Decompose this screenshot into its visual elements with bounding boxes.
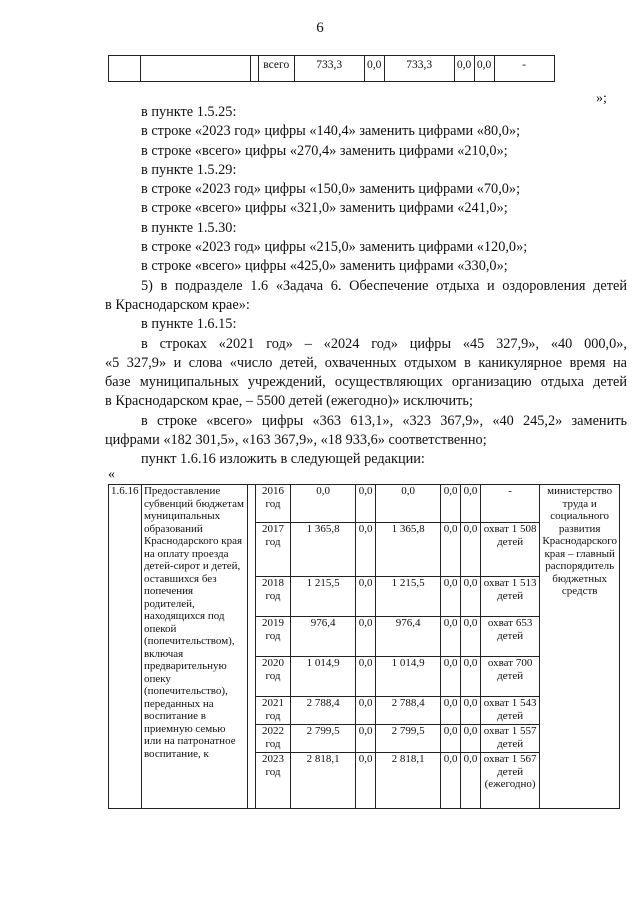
value-cell: 0,0: [356, 485, 376, 523]
text-line: в Краснодарском крае»:: [105, 296, 250, 313]
value-cell: 0,0: [461, 485, 481, 523]
result-cell: охват 1 543 детей: [480, 697, 540, 725]
table-row: [109, 485, 620, 523]
total-cell: 1 365,8: [290, 523, 355, 577]
cell-empty: [140, 56, 250, 82]
text-line: базе муниципальных учреждений, осуществляющих организацию отдыха детей: [105, 374, 627, 391]
value-cell: 0,0: [441, 697, 461, 725]
opening-quote: «: [108, 467, 115, 482]
year-cell: 2020 год: [256, 657, 291, 697]
total-cell: 2 818,1: [290, 753, 355, 809]
cell-value: 733,3: [294, 56, 364, 82]
amendment-text: [105, 103, 627, 470]
description-cell: Предоставление субвенций бюджетам муниципальных образований Краснодарского края на оплату проезда детей-сирот и детей, оставшихся без попечения родителей, находящихся под опекой (попечительством), включая предварительную опеку (попечительство), переданных на воспитание в приемную семью или на патронатное воспитание, к: [141, 485, 248, 809]
value-cell: 0,0: [356, 725, 376, 753]
value-cell: 0,0: [461, 577, 481, 617]
cell-total-label: всего: [258, 56, 294, 82]
year-cell: 2019 год: [256, 617, 291, 657]
value-cell: 0,0: [356, 577, 376, 617]
text-line: 5) в подразделе 1.6 «Задача 6. Обеспечение отдыха и оздоровления детей: [141, 277, 627, 294]
year-cell: 2017 год: [256, 523, 291, 577]
result-cell: охват 1 508 детей: [480, 523, 540, 577]
cell-value: 0,0: [454, 56, 474, 82]
result-cell: охват 700 детей: [480, 657, 540, 697]
value-cell: 1 014,9: [376, 657, 441, 697]
total-cell: 2 799,5: [290, 725, 355, 753]
text-line: «5 327,9» и слова «число детей, охваченных отдыхом в каникулярное время на: [105, 354, 627, 371]
value-cell: 0,0: [441, 657, 461, 697]
total-cell: 2 788,4: [290, 697, 355, 725]
year-cell: 2016 год: [256, 485, 291, 523]
value-cell: 2 788,4: [376, 697, 441, 725]
text-line: в строках «2021 год» – «2024 год» цифры «45 327,9», «40 000,0»,: [141, 335, 627, 352]
value-cell: 1 215,5: [376, 577, 441, 617]
value-cell: 0,0: [356, 523, 376, 577]
total-cell: 976,4: [290, 617, 355, 657]
value-cell: 0,0: [356, 753, 376, 809]
text-line: в Краснодарском крае, – 5500 детей (ежегодно)» исключить;: [105, 393, 473, 410]
text-line: пункт 1.6.16 изложить в следующей редакции:: [141, 451, 425, 468]
cell-value: 0,0: [474, 56, 494, 82]
text-line: в строке «2023 год» цифры «215,0» заменить цифрами «120,0»;: [141, 239, 528, 256]
cell-empty: [109, 56, 141, 82]
text-line: в строке «всего» цифры «425,0» заменить цифрами «330,0»;: [141, 258, 508, 275]
result-cell: охват 653 детей: [480, 617, 540, 657]
year-cell: 2021 год: [256, 697, 291, 725]
year-cell: 2022 год: [256, 725, 291, 753]
value-cell: 0,0: [441, 523, 461, 577]
value-cell: 2 818,1: [376, 753, 441, 809]
responsible-cell: министерство труда и социального развития Краснодарского края – главный распорядитель бюджетных средств: [540, 485, 620, 809]
continuation-table-row: [108, 55, 618, 82]
value-cell: 1 365,8: [376, 523, 441, 577]
cell-empty: [250, 56, 258, 82]
cell-empty: [554, 56, 618, 82]
total-cell: 1 014,9: [290, 657, 355, 697]
text-line: в строке «2023 год» цифры «140,4» заменить цифрами «80,0»;: [141, 123, 521, 140]
result-cell: охват 1 557 детей: [480, 725, 540, 753]
result-cell: охват 1 567 детей (ежегодно): [480, 753, 540, 809]
value-cell: 0,0: [441, 485, 461, 523]
spacer-cell: [248, 485, 256, 809]
value-cell: 0,0: [441, 617, 461, 657]
text-line: в строке «всего» цифры «270,4» заменить цифрами «210,0»;: [141, 142, 508, 159]
cell-value: 733,3: [384, 56, 454, 82]
text-line: в пункте 1.5.25:: [141, 104, 237, 120]
total-cell: 1 215,5: [290, 577, 355, 617]
text-line: в строке «2023 год» цифры «150,0» заменить цифрами «70,0»;: [141, 181, 521, 198]
cell-value: -: [494, 56, 554, 82]
value-cell: 976,4: [376, 617, 441, 657]
value-cell: 0,0: [461, 725, 481, 753]
value-cell: 0,0: [461, 657, 481, 697]
value-cell: 0,0: [356, 617, 376, 657]
result-cell: охват 1 513 детей: [480, 577, 540, 617]
measure-table: [108, 484, 620, 809]
text-line: цифрами «182 301,5», «163 367,9», «18 933,6» соответственно;: [105, 432, 487, 449]
page-number: 6: [316, 20, 324, 36]
value-cell: 0,0: [356, 657, 376, 697]
result-cell: -: [480, 485, 540, 523]
value-cell: 0,0: [356, 697, 376, 725]
value-cell: 0,0: [441, 577, 461, 617]
text-line: в пункте 1.5.30:: [141, 219, 237, 236]
value-cell: 0,0: [461, 697, 481, 725]
cell-value: 0,0: [364, 56, 384, 82]
item-number-cell: 1.6.16: [109, 485, 142, 809]
year-cell: 2018 год: [256, 577, 291, 617]
closing-quote: »;: [596, 91, 607, 106]
text-line: в строке «всего» цифры «321,0» заменить цифрами «241,0»;: [141, 200, 508, 217]
text-line: в пункте 1.5.29:: [141, 161, 237, 178]
value-cell: 0,0: [441, 753, 461, 809]
value-cell: 0,0: [461, 617, 481, 657]
value-cell: 0,0: [461, 523, 481, 577]
text-line: в пункте 1.6.15:: [141, 316, 237, 333]
text-line: в строке «всего» цифры «363 613,1», «323 367,9», «40 245,2» заменить: [141, 412, 627, 429]
value-cell: 0,0: [376, 485, 441, 523]
value-cell: 0,0: [461, 753, 481, 809]
value-cell: 0,0: [441, 725, 461, 753]
total-cell: 0,0: [290, 485, 355, 523]
value-cell: 2 799,5: [376, 725, 441, 753]
year-cell: 2023 год: [256, 753, 291, 809]
